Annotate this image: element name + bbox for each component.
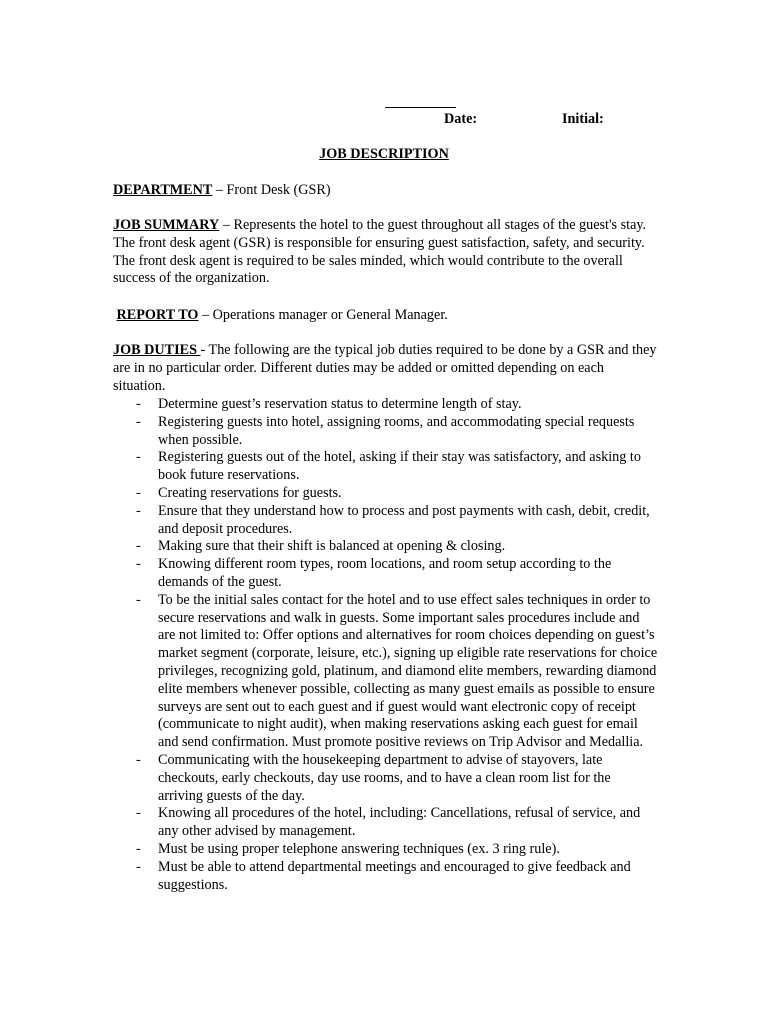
list-item <box>113 556 658 592</box>
date-label: Date: <box>444 111 478 127</box>
report-to-text: Operations manager or General Manager. <box>212 307 448 323</box>
list-item <box>113 503 658 539</box>
job-duties-intro: The following are the typical job duties required to be done by a GSR and they are in no particular order. Different duties may be added or omitted depending on each situation. <box>113 342 657 394</box>
list-bullet: - <box>136 396 141 412</box>
page-title: JOB DESCRIPTION <box>319 146 449 162</box>
list-item-text: Must be using proper telephone answering techniques (ex. 3 ring rule). <box>158 840 560 857</box>
list-bullet: - <box>136 591 141 608</box>
list-item-text: Communicating with the housekeeping department to advise of stayovers, late checkouts, early checkouts, day use rooms, and to have a clean room list for the arriving guests of the day. <box>158 751 611 804</box>
list-item-text: Ensure that they understand how to process and post payments with cash, debit, credit, and deposit procedures. <box>158 502 650 537</box>
job-summary-separator: – <box>219 217 234 233</box>
list-bullet: - <box>136 858 141 875</box>
job-duties-separator: - <box>200 342 209 358</box>
department-separator: – <box>212 182 227 198</box>
list-item-text: Making sure that their shift is balanced at opening & closing. <box>158 538 506 555</box>
list-bullet: - <box>136 538 141 555</box>
list-item <box>113 805 658 841</box>
list-bullet: - <box>136 556 141 573</box>
department-label: DEPARTMENT <box>113 182 213 198</box>
list-item-text: To be the initial sales contact for the hotel and to use effect sales techniques in order to secure reservations and walk in guests. Some important sales procedures include and are not limited to: Offer options and alternatives for room choices depending on guest’s market segment (corporate, leisure, etc.), signing up eligible rate reservations for choice privileges, recognizing gold, platinum, and diamond elite members, rewarding diamond elite members whenever possible, collecting as many guest emails as possible to ensure surveys are sent out to each guest and if guest would want electronic copy of receipt (communicate to night audit), when making reservations asking each guest for email and send confirmation. Must promote positive reviews on Trip Advisor and Medallia. <box>158 591 658 751</box>
signature-line <box>385 107 456 108</box>
department-text: Front Desk (GSR) <box>226 182 331 198</box>
department-section <box>113 182 658 200</box>
list-item <box>113 859 658 895</box>
list-item <box>113 414 658 450</box>
list-item <box>113 538 658 556</box>
list-item-text: Registering guests out of the hotel, asking if their stay was satisfactory, and asking to book future reservations. <box>158 449 641 484</box>
list-item <box>113 396 658 414</box>
list-bullet: - <box>136 484 141 501</box>
list-item-text: Knowing all procedures of the hotel, including: Cancellations, refusal of service, and any other advised by management. <box>158 805 641 840</box>
list-item-text: Creating reservations for guests. <box>158 484 342 501</box>
job-summary-text: Represents the hotel to the guest throughout all stages of the guest's stay. The front desk agent (GSR) is responsible for ensuring guest satisfaction, safety, and security. The front desk agent is required to be sales minded, which would contribute to the overall success of the organization. <box>113 217 647 287</box>
list-item <box>113 752 658 805</box>
list-item-text: Registering guests into hotel, assigning rooms, and accommodating special requests when possible. <box>158 413 635 448</box>
list-item <box>113 485 658 503</box>
job-duties-list <box>113 396 658 894</box>
report-to-label: REPORT TO <box>116 307 199 323</box>
report-to-section <box>113 307 658 325</box>
list-item-text: Must be able to attend departmental meetings and encouraged to give feedback and suggestions. <box>158 858 631 893</box>
report-to-separator: – <box>198 307 213 323</box>
job-duties-section <box>113 342 658 395</box>
list-item <box>113 449 658 485</box>
job-summary-section <box>113 217 658 288</box>
list-bullet: - <box>136 413 141 430</box>
list-bullet: - <box>136 840 141 857</box>
list-bullet: - <box>136 805 141 822</box>
list-item-text: Knowing different room types, room locations, and room setup according to the demands of the guest. <box>158 556 612 590</box>
job-summary-label: JOB SUMMARY <box>113 217 220 233</box>
list-bullet: - <box>136 502 141 519</box>
list-item <box>113 592 658 752</box>
job-duties-label: JOB DUTIES <box>113 342 201 358</box>
list-item <box>113 841 658 859</box>
initial-label: Initial: <box>562 111 604 127</box>
list-item-text: Determine guest’s reservation status to determine length of stay. <box>158 396 522 412</box>
list-bullet: - <box>136 751 141 768</box>
list-bullet: - <box>136 449 141 466</box>
